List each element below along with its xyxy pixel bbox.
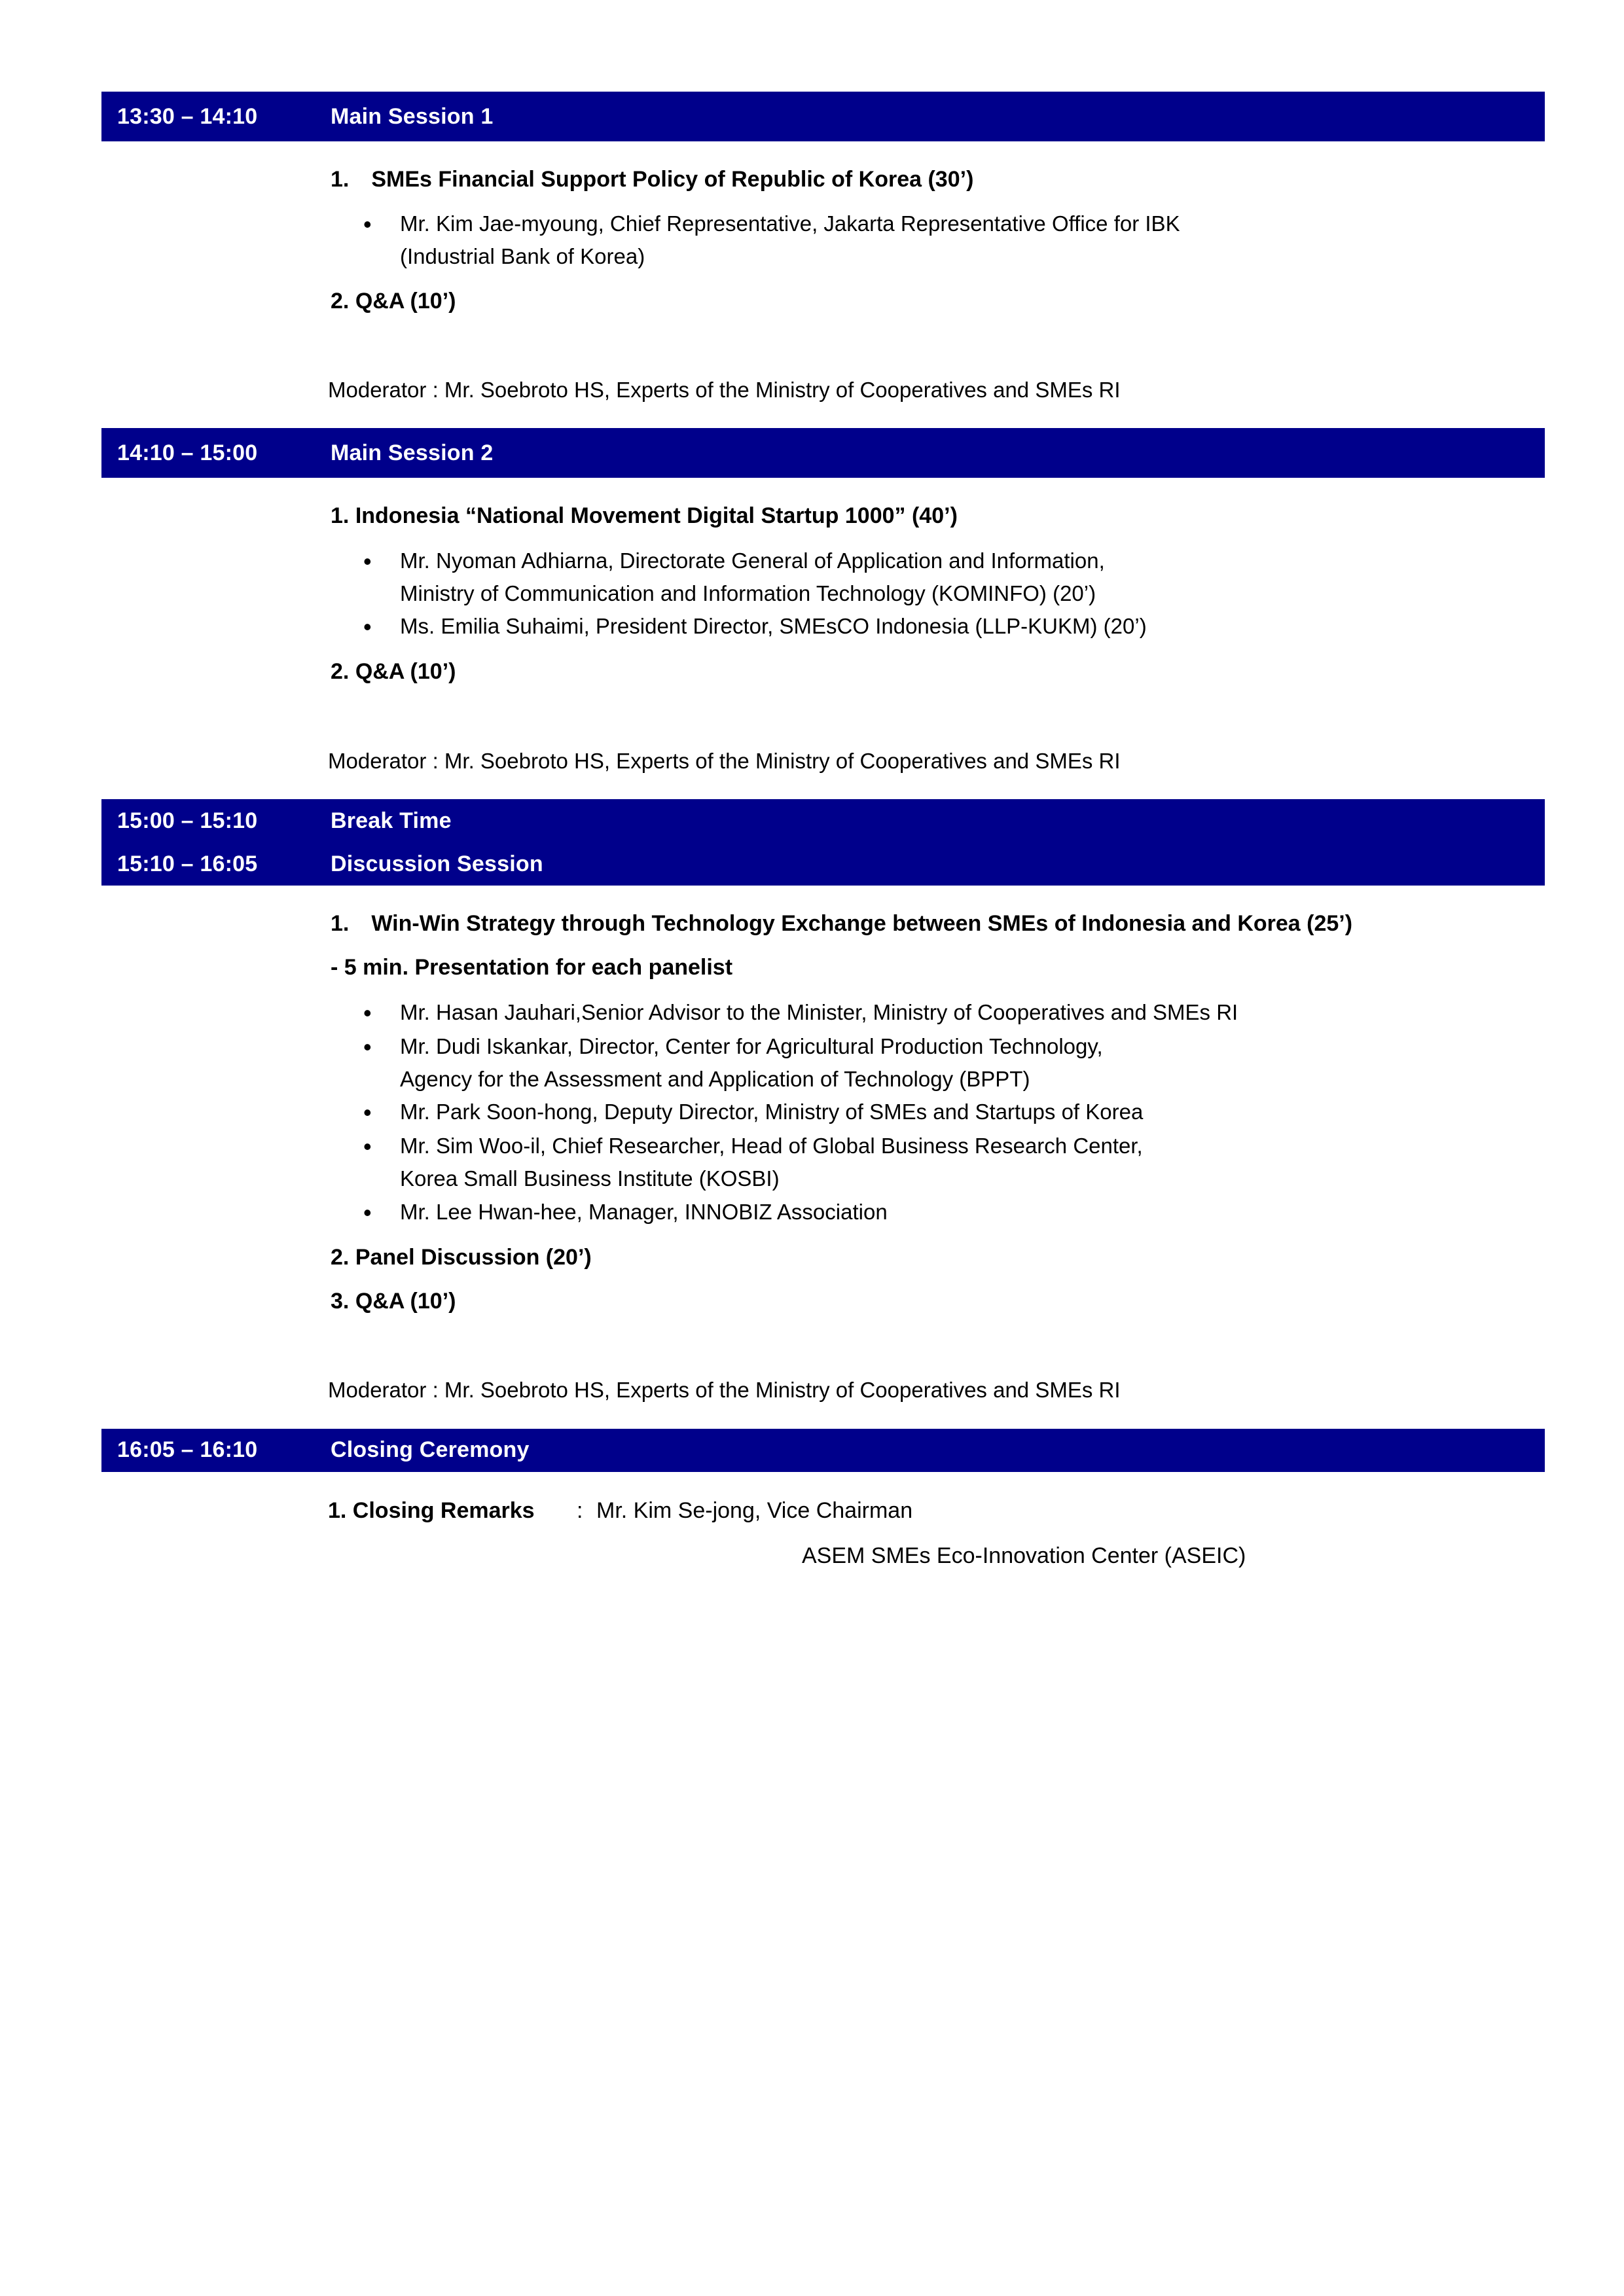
list-item xyxy=(101,1196,1545,1230)
list-item-text xyxy=(400,1096,1545,1130)
session-body-main-session-2 xyxy=(101,478,1545,799)
session-header-main-session-2 xyxy=(101,428,1545,478)
bullet-icon: • xyxy=(363,613,372,641)
agenda-item-number: 1. xyxy=(331,503,350,529)
list-item-line-1: Mr. Kim Jae-myoung, Chief Representative, Jakarta Representative Office for IBK xyxy=(400,211,1180,236)
closing-remarks-label: 1. Closing Remarks xyxy=(328,1498,535,1523)
bullet-icon: • xyxy=(363,1099,372,1126)
list-item-line-1: Mr. Park Soon-hong, Deputy Director, Ministry of SMEs and Startups of Korea xyxy=(400,1100,1144,1124)
list-item xyxy=(101,1130,1545,1195)
list-item-text xyxy=(400,996,1545,1030)
list-item-line-2: (Industrial Bank of Korea) xyxy=(400,244,645,269)
list-item-line-1: Mr. Dudi Iskankar, Director, Center for Agricultural Production Technology, xyxy=(400,1033,1103,1058)
list-item-text xyxy=(400,1196,1545,1230)
agenda-item xyxy=(101,164,1545,196)
list-item-line-2: Agency for the Assessment and Application of Technology (BPPT) xyxy=(400,1066,1030,1091)
session-header-closing-ceremony xyxy=(101,1429,1545,1472)
moderator-line: Moderator : Mr. Soebroto HS, Experts of the Ministry of Cooperatives and SMEs RI xyxy=(328,377,1121,402)
bullet-icon: • xyxy=(363,547,372,575)
agenda-subitem xyxy=(101,952,1545,984)
bullet-icon: • xyxy=(363,1133,372,1160)
session-title: Main Session 2 xyxy=(331,440,494,465)
agenda-item-number: 1. xyxy=(331,911,350,936)
agenda-item-text: Q&A (10’) xyxy=(355,659,456,685)
list-item xyxy=(101,207,1545,273)
list-item xyxy=(101,1096,1545,1130)
session-header-break-time xyxy=(101,799,1545,842)
list-item-text xyxy=(400,1130,1545,1195)
list-item-line-1: Mr. Lee Hwan-hee, Manager, INNOBIZ Association xyxy=(400,1199,888,1224)
session-header-discussion-session xyxy=(101,842,1545,886)
list-item-line-1: Mr. Nyoman Adhiarna, Directorate General of Application and Information, xyxy=(400,548,1105,573)
session-title: Main Session 1 xyxy=(331,103,494,129)
list-item xyxy=(101,996,1545,1030)
session-time: 13:30 – 14:10 xyxy=(117,103,258,129)
agenda-item-number: 3. xyxy=(331,1289,350,1314)
session-time: 15:00 – 15:10 xyxy=(117,808,258,833)
agenda-item xyxy=(101,656,1545,688)
agenda-subitem-text: - 5 min. Presentation for each panelist xyxy=(331,955,733,980)
closing-remarks-organization: ASEM SMEs Eco-Innovation Center (ASEIC) xyxy=(802,1543,1246,1568)
session-body-discussion-session xyxy=(101,886,1545,1429)
list-item xyxy=(101,1030,1545,1096)
agenda-item xyxy=(101,1285,1545,1318)
list-item-text xyxy=(400,1030,1545,1096)
closing-remarks-row xyxy=(101,1494,1545,1528)
session-header-main-session-1 xyxy=(101,92,1545,141)
list-item-text xyxy=(400,610,1545,644)
bullet-icon: • xyxy=(363,1198,372,1226)
agenda-item-number: 2. xyxy=(331,1244,350,1270)
session-time: 16:05 – 16:10 xyxy=(117,1437,258,1463)
list-item-line-1: Mr. Hasan Jauhari,Senior Advisor to the Minister, Ministry of Cooperatives and SMEs RI xyxy=(400,999,1238,1024)
list-item-line-2: Korea Small Business Institute (KOSBI) xyxy=(400,1166,780,1191)
agenda-item-text: Indonesia “National Movement Digital Startup 1000” (40’) xyxy=(355,503,958,529)
agenda-item-text: SMEs Financial Support Policy of Republic of Korea (30’) xyxy=(371,167,974,192)
agenda-item-text: Q&A (10’) xyxy=(355,288,456,314)
bullet-icon: • xyxy=(363,1033,372,1060)
agenda-item-number: 2. xyxy=(331,659,350,685)
closing-remarks-value: Mr. Kim Se-jong, Vice Chairman xyxy=(596,1498,913,1523)
session-time: 14:10 – 15:00 xyxy=(117,440,258,465)
list-item xyxy=(101,545,1545,610)
bullet-icon: • xyxy=(363,211,372,238)
moderator-line: Moderator : Mr. Soebroto HS, Experts of the Ministry of Cooperatives and SMEs RI xyxy=(328,1378,1121,1403)
list-item-text xyxy=(400,545,1545,610)
agenda-item xyxy=(101,1242,1545,1274)
list-item-line-2: Ministry of Communication and Information Technology (KOMINFO) (20’) xyxy=(400,581,1096,605)
agenda-item xyxy=(101,285,1545,317)
agenda-item xyxy=(101,500,1545,532)
bullet-icon: • xyxy=(363,999,372,1026)
session-title: Closing Ceremony xyxy=(331,1437,530,1463)
agenda-item-number: 1. xyxy=(331,167,350,192)
agenda-item-text: Panel Discussion (20’) xyxy=(355,1244,592,1270)
session-body-closing-ceremony xyxy=(101,1472,1545,1573)
session-title: Break Time xyxy=(331,808,452,833)
session-title: Discussion Session xyxy=(331,851,543,876)
list-item-line-1: Mr. Sim Woo-il, Chief Researcher, Head of Global Business Research Center, xyxy=(400,1134,1143,1158)
list-item-text xyxy=(400,207,1545,273)
agenda-item-number: 2. xyxy=(331,288,350,314)
moderator-line: Moderator : Mr. Soebroto HS, Experts of the Ministry of Cooperatives and SMEs RI xyxy=(328,748,1121,773)
agenda-table xyxy=(101,92,1545,1573)
session-body-main-session-1 xyxy=(101,141,1545,428)
agenda-item xyxy=(101,908,1545,940)
closing-remarks-colon: : xyxy=(577,1498,583,1523)
session-time: 15:10 – 16:05 xyxy=(117,851,258,876)
agenda-item-text: Q&A (10’) xyxy=(355,1289,456,1314)
list-item xyxy=(101,610,1545,644)
list-item-line-1: Ms. Emilia Suhaimi, President Director, SMEsCO Indonesia (LLP-KUKM) (20’) xyxy=(400,614,1147,639)
agenda-item-text: Win-Win Strategy through Technology Exchange between SMEs of Indonesia and Korea (25’) xyxy=(371,911,1353,936)
